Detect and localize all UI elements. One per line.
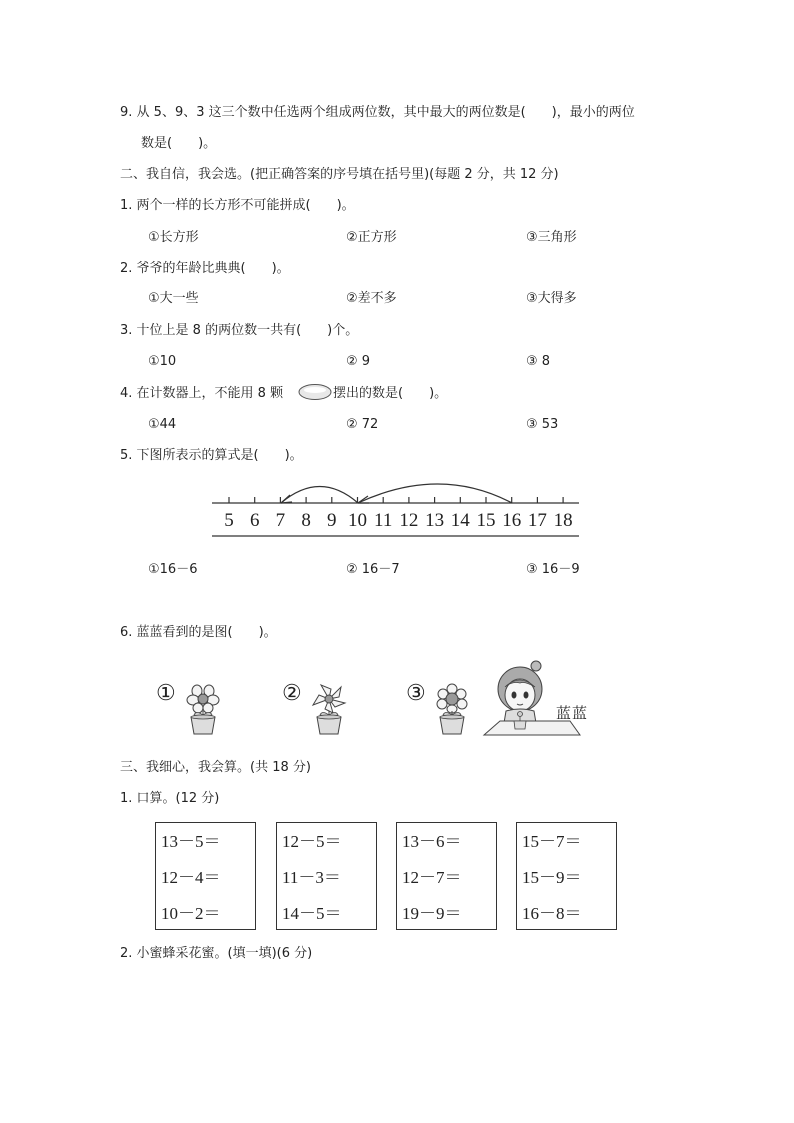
equation: 12－7＝ (402, 868, 462, 887)
s2-q4-stem-b: 摆出的数是( )。 (333, 386, 448, 401)
number-line-label: 9 (327, 510, 337, 531)
s2-q2-opt2: ②差不多 (346, 291, 397, 306)
s2-q1-opt3: ③三角形 (526, 230, 577, 245)
s3-q1-title: 1. 口算。(12 分) (120, 791, 220, 806)
equation: 14－5＝ (282, 904, 342, 923)
s2-q3-opt1: ①10 (148, 354, 177, 369)
section2-title: 二、我自信，我会选。(把正确答案的序号填在括号里)(每题 2 分，共 12 分) (120, 167, 559, 182)
equation: 13－6＝ (402, 832, 462, 851)
equation: 16－8＝ (522, 904, 582, 923)
s2-q6-stem: 6. 蓝蓝看到的是图( )。 (120, 625, 277, 640)
s2-q5-stem: 5. 下图所表示的算式是( )。 (120, 448, 303, 463)
s2-q2-opt1: ①大一些 (148, 291, 199, 306)
equation: 10－2＝ (161, 904, 221, 923)
number-line-label: 12 (399, 510, 419, 531)
equation: 19－9＝ (402, 904, 462, 923)
equation: 15－9＝ (522, 868, 582, 887)
s2-q4-opt1: ①44 (148, 417, 177, 432)
number-line-label: 15 (476, 510, 496, 531)
s3-q2-title: 2. 小蜜蜂采花蜜。(填一填)(6 分) (120, 946, 313, 961)
equation: 12－4＝ (161, 868, 221, 887)
s2-q3-opt2: ② 9 (346, 354, 371, 369)
s2-q3-stem: 3. 十位上是 8 的两位数一共有( )个。 (120, 323, 359, 338)
s2-q2-stem: 2. 爷爷的年龄比典典( )。 (120, 261, 290, 276)
equation: 12－5＝ (282, 832, 342, 851)
number-line-label: 6 (249, 510, 260, 531)
s2-q5-opt3: ③ 16－9 (526, 562, 580, 577)
equation: 11－3＝ (282, 868, 341, 887)
mental-math-box-4 (516, 822, 617, 930)
s2-q1-stem: 1. 两个一样的长方形不可能拼成( )。 (120, 198, 355, 213)
girl-name-label: 蓝蓝 (556, 704, 589, 722)
mental-math-box-3 (396, 822, 497, 930)
equation: 13－5＝ (161, 832, 221, 851)
q9-line2: 数是( )。 (141, 136, 217, 151)
mental-math-box-1 (155, 822, 256, 930)
number-line-label: 13 (425, 510, 445, 531)
number-line-label: 11 (374, 510, 393, 531)
s2-q2-opt3: ③大得多 (526, 291, 577, 306)
number-line-label: 17 (527, 510, 547, 531)
number-line-label: 16 (502, 510, 522, 531)
mental-math-box-2 (276, 822, 377, 930)
number-line-label: 14 (450, 510, 470, 531)
number-line-label: 8 (301, 510, 311, 531)
number-line-label: 18 (553, 510, 573, 531)
section3-title: 三、我细心，我会算。(共 18 分) (120, 760, 311, 775)
girl-lanlan-at-table-illustration (480, 657, 592, 739)
s2-q3-opt3: ③ 8 (526, 354, 551, 369)
s2-q1-opt1: ①长方形 (148, 230, 199, 245)
flowerpot-other-view (432, 683, 472, 735)
s2-q5-opt2: ② 16－7 (346, 562, 400, 577)
picture-label-2: ② (282, 681, 302, 706)
number-line-label: 7 (275, 510, 286, 531)
picture-label-1: ① (156, 681, 176, 706)
s2-q5-opt1: ①16－6 (148, 562, 198, 577)
s2-q4-opt3: ③ 53 (526, 417, 559, 432)
number-line-label: 10 (348, 510, 367, 531)
flowerpot-side-view (309, 683, 349, 735)
flowerpot-front-view (183, 683, 223, 735)
picture-label-3: ③ (406, 681, 426, 706)
s2-q4-opt2: ② 72 (346, 417, 379, 432)
number-line-label: 5 (224, 510, 234, 531)
jump-arc-10-to-7 (281, 487, 358, 504)
s2-q1-opt2: ②正方形 (346, 230, 397, 245)
equation: 15－7＝ (522, 832, 582, 851)
q9-line1: 9. 从 5、9、3 这三个数中任选两个组成两位数，其中最大的两位数是( )，最小的两位 (120, 105, 635, 120)
s2-q4-stem-a: 4. 在计数器上，不能用 8 颗 (120, 386, 284, 401)
